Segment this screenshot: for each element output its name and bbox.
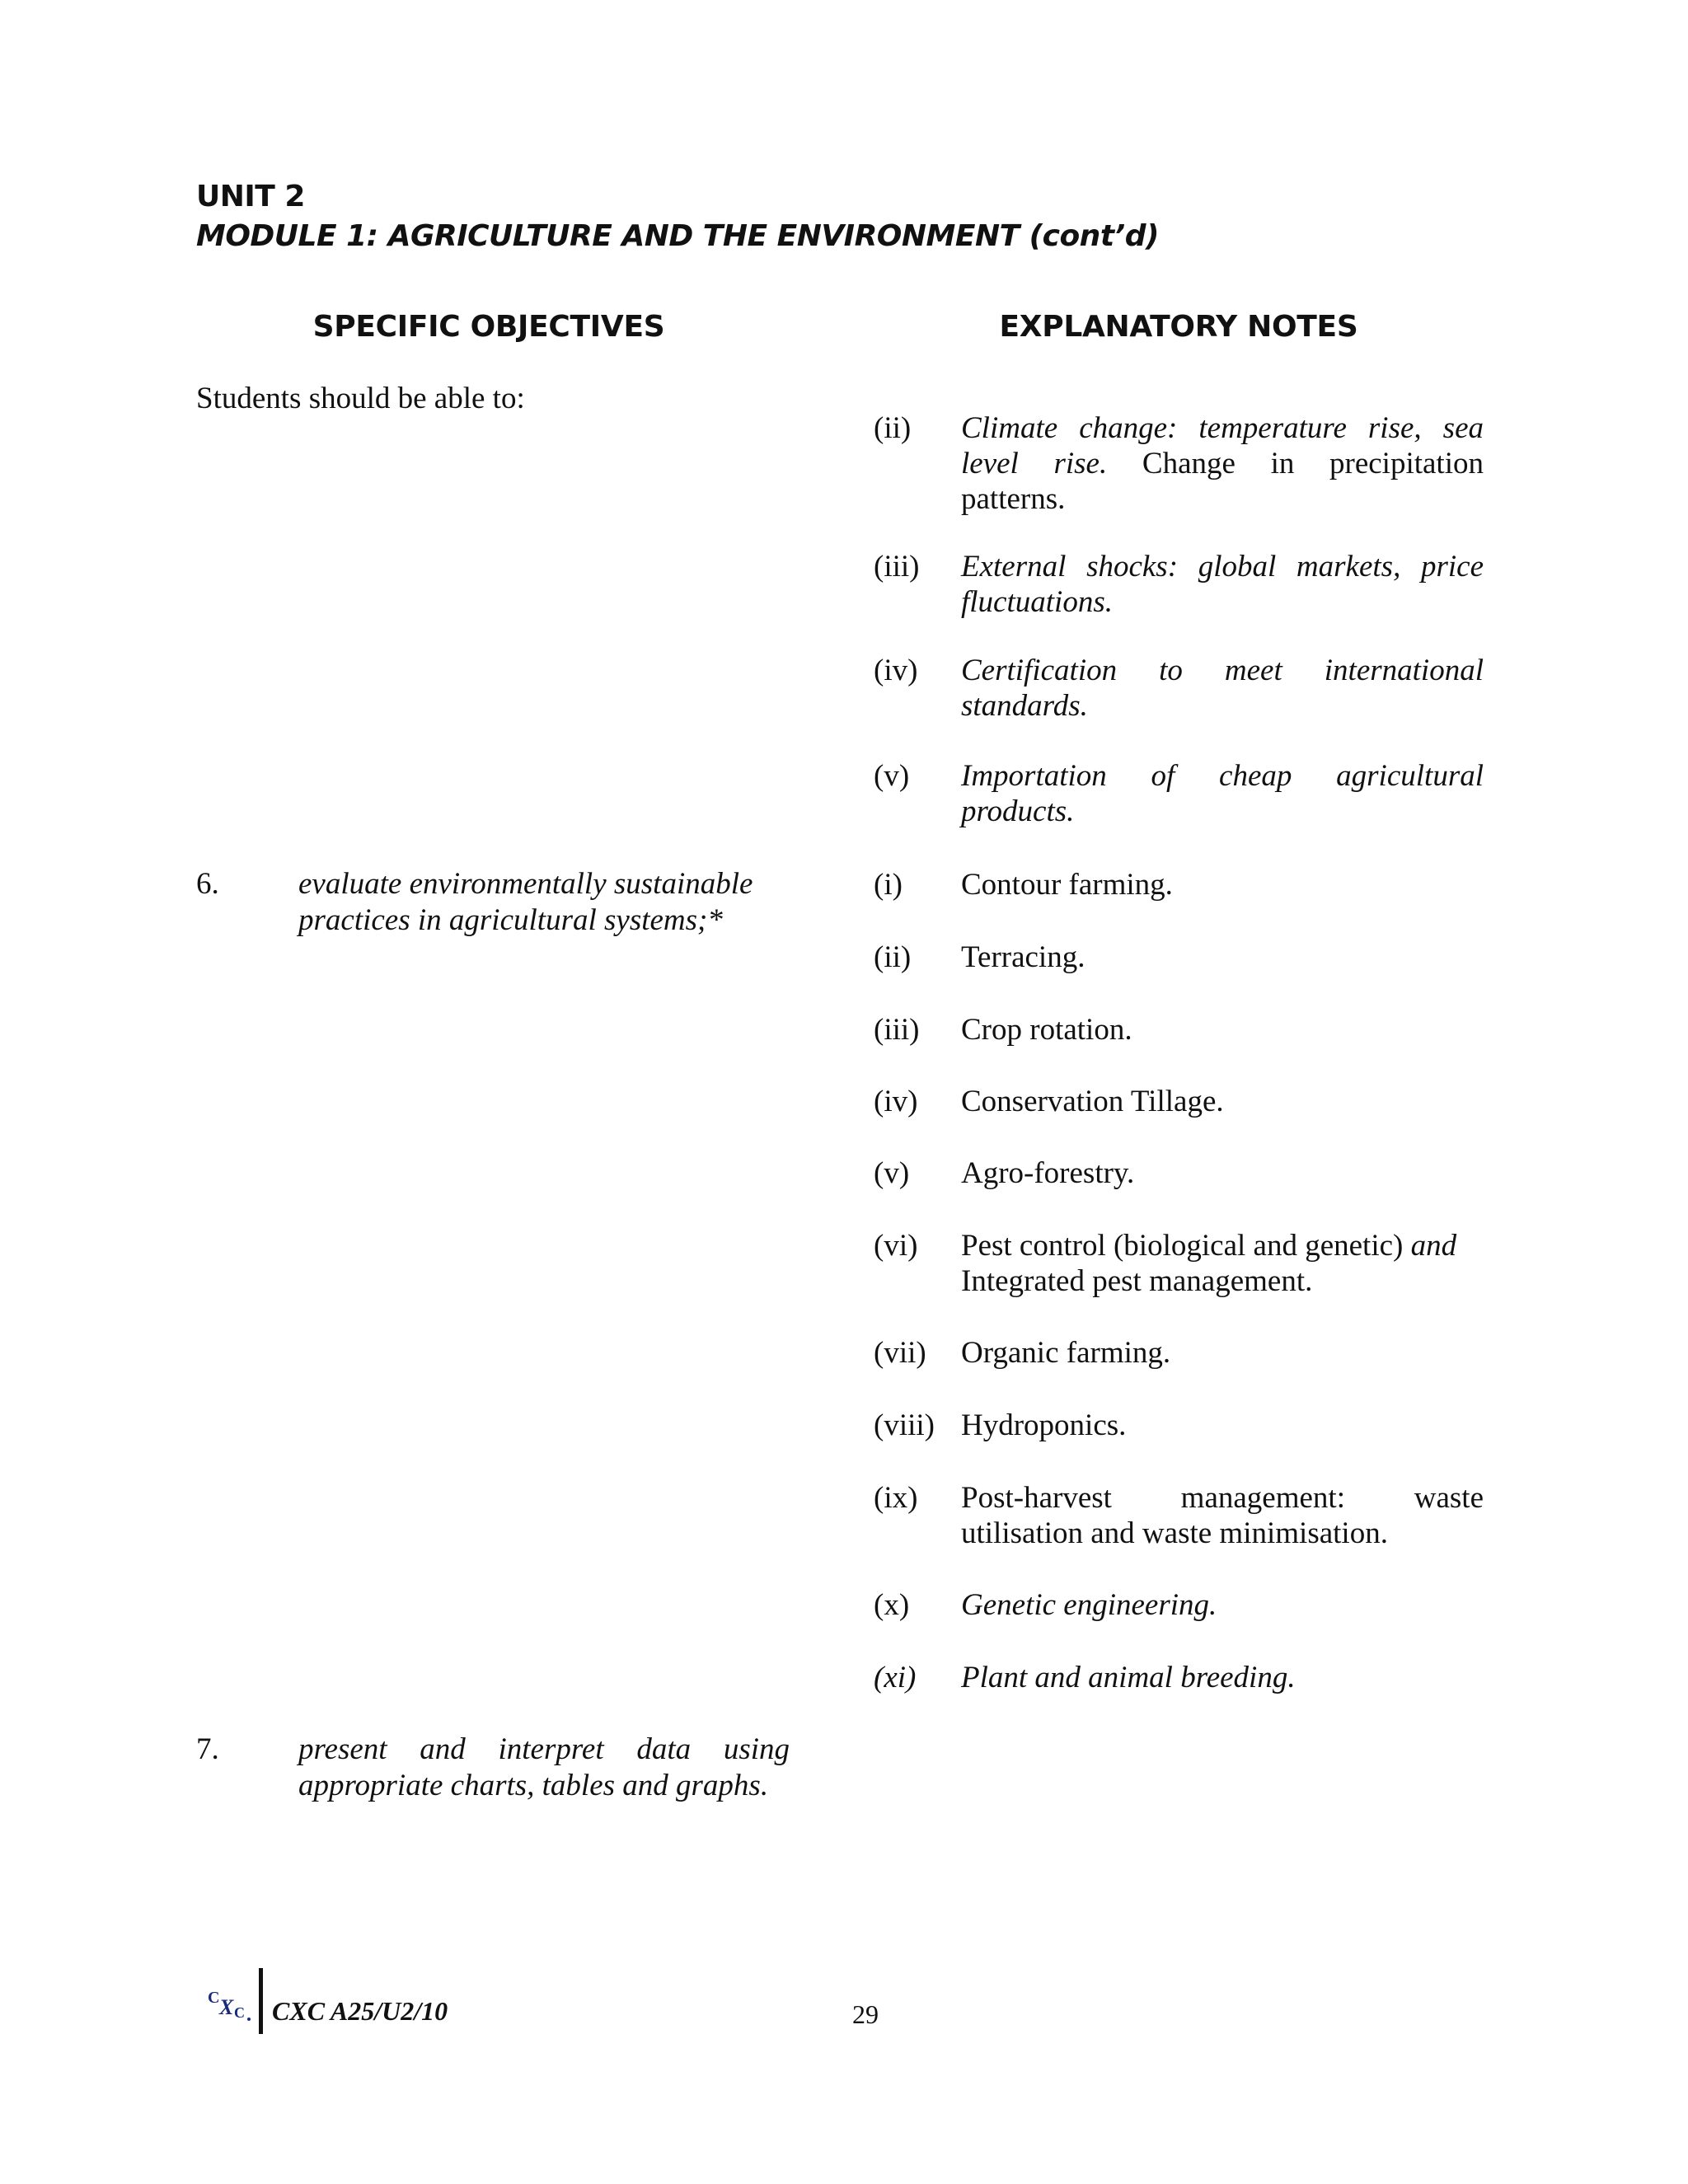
footer-divider — [259, 1968, 263, 2034]
note-text: Contour farming. — [961, 868, 1173, 902]
note-item — [874, 940, 1484, 975]
note-text: Crop rotation. — [961, 1013, 1132, 1047]
module-title: MODULE 1: AGRICULTURE AND THE ENVIRONMENT (cont’d) — [196, 219, 1159, 253]
note-number: (v) — [874, 1156, 910, 1190]
document-code: CXC A25/U2/10 — [272, 1996, 448, 2026]
note-item — [874, 410, 1484, 517]
note-text: Hydroponics. — [961, 1408, 1127, 1442]
note-number: (vii) — [874, 1336, 926, 1370]
note-text: Terracing. — [961, 940, 1085, 974]
note-item — [874, 549, 1484, 620]
note-number: (iv) — [874, 654, 918, 687]
logo-dot — [247, 2018, 251, 2021]
specific-objectives-heading: SPECIFIC OBJECTIVES — [312, 310, 665, 344]
note-item — [874, 1155, 1484, 1191]
note-number: (i) — [874, 868, 903, 902]
note-text: Pest control (biological and genetic) and Integrated pest management. — [961, 1229, 1457, 1298]
note-number: (ii) — [874, 411, 912, 445]
objective-number: 6. — [196, 867, 219, 901]
note-number: (iv) — [874, 1085, 918, 1118]
note-item — [874, 867, 1484, 902]
objective-text: evaluate environmentally sustainable practices in agricultural systems;* — [298, 867, 753, 937]
note-item — [874, 1480, 1484, 1551]
note-text: Plant and animal breeding. — [961, 1661, 1296, 1694]
note-item — [874, 1228, 1484, 1299]
note-text: Agro-forestry. — [961, 1156, 1135, 1190]
note-number: (vi) — [874, 1229, 918, 1263]
objective-text: present and interpret data using appropriate charts, tables and graphs. — [298, 1732, 790, 1802]
note-number: (viii) — [874, 1408, 935, 1442]
objective-number: 7. — [196, 1732, 219, 1766]
note-text: Certification to meet international standards. — [961, 654, 1484, 723]
explanatory-notes-heading: EXPLANATORY NOTES — [999, 310, 1358, 344]
note-item — [874, 1408, 1484, 1443]
note-item — [874, 758, 1484, 829]
note-number: (xi) — [874, 1661, 917, 1694]
logo-letter: C — [208, 1989, 220, 2007]
objective-7 — [196, 1732, 790, 1804]
note-text: Conservation Tillage. — [961, 1085, 1224, 1118]
note-number: (v) — [874, 759, 910, 793]
note-item — [874, 1335, 1484, 1371]
cxc-logo-icon — [204, 1980, 256, 2026]
note-text: Organic farming. — [961, 1336, 1171, 1370]
unit-label: UNIT 2 — [196, 180, 305, 213]
page-number: 29 — [852, 1999, 879, 2029]
note-text: External shocks: global markets, price fluctuations. — [961, 550, 1484, 619]
note-text: Importation of cheap agricultural products. — [961, 759, 1484, 828]
note-number: (x) — [874, 1588, 910, 1622]
note-item — [874, 1587, 1484, 1623]
objectives-intro: Students should be able to: — [196, 382, 525, 415]
logo-letter: X — [219, 1995, 234, 2019]
note-number: (ii) — [874, 940, 912, 974]
note-number: (ix) — [874, 1481, 918, 1515]
note-item — [874, 1084, 1484, 1119]
objective-6 — [196, 866, 790, 939]
logo-letter: C — [234, 2004, 245, 2021]
note-number: (iii) — [874, 550, 920, 583]
note-text: Climate change: temperature rise, sea level rise. Change in precipitation patterns. — [961, 411, 1484, 516]
note-item — [874, 1660, 1484, 1695]
note-number: (iii) — [874, 1013, 920, 1047]
note-item — [874, 653, 1484, 724]
note-text: Post-harvest management: waste utilisation and waste minimisation. — [961, 1481, 1484, 1550]
note-item — [874, 1012, 1484, 1047]
note-text: Genetic engineering. — [961, 1588, 1217, 1622]
